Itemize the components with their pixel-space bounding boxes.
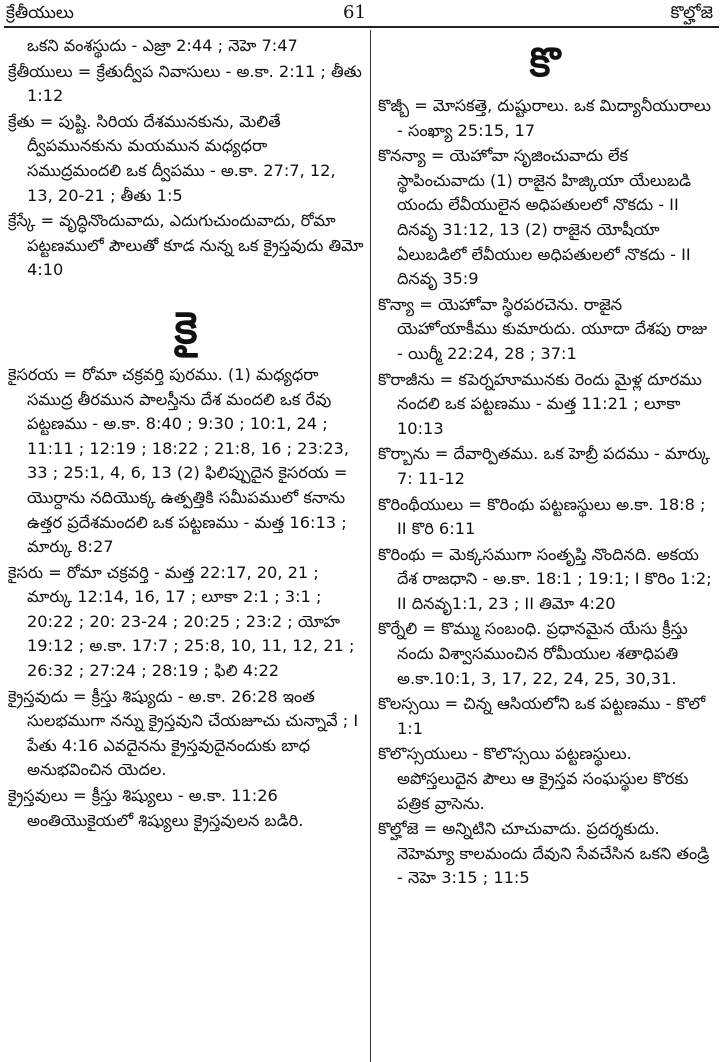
- page-number: 61: [343, 2, 366, 23]
- running-head-right: కొల్హోజె: [670, 3, 713, 23]
- section-heading-kai: కై: [174, 302, 198, 354]
- entry-korinthu: కొరింథు = మెక్కసముగా సంతృప్తి నొందినది. అకయ దేశ రాజధాని - అ.కా. 18:1 ; 19:1; I కొరిం 1:2; II దినవృ1:1, 23 ; II తిమో 4:20: [378, 544, 712, 613]
- entry-kozbi: కొజ్బీ = మోసకత్తె, దుష్టురాలు. ఒక మిద్యానీయురాలు - సంఖ్యా 25:15, 17: [378, 96, 711, 140]
- right-column: [378, 34, 712, 892]
- entry-kolassayi: కొలస్సయి = చిన్న ఆసియలోని ఒక పట్టణము - కొలో 1:1: [378, 694, 706, 738]
- entry-korneli: కొర్నేలి = కొమ్ము సంబంధి. ప్రధానమైన యేసు క్రీస్తు నందు విశ్వాసముంచిన రోమీయుల శతాధిపతి అ.కా.10:1, 3, 17, 22, 24, 25, 30,31.: [378, 619, 688, 688]
- entry-kolhoze: కొల్హోజె = అన్నిటిని చూచువాదు. ప్రదర్శకుదు. నెహెమ్యా కాలమందు దేవుని సేవచేసిన ఒకని తండ్రి - నెహె 3:15 ; 11:5: [378, 819, 710, 888]
- entry-kaisaru: కైసరు = రోమా చక్రవర్తి - మత్త 22:17, 20, 21 ; మార్కు 12:14, 16, 17 ; లూకా 2:1 ; 3:1 ; 20:22 ; 20: 23-24 ; 20:25 ; 23:2 ; యోహ 19:12 ; అ.కా. 17:7 ; 25:8, 10, 11, 12, 21 ; 26:32 ; 27:24 ; 28:19 ; ఫిలి 4:22: [8, 562, 355, 681]
- entry-kraisthavudu: క్రైస్తవుదు = క్రీస్తు శిష్యుదు - అ.కా. 26:28 ఇంత సులభముగా నన్ను క్రైస్తవుని చేయజూచు చున్నావే ; I పేతు 4:16 ఎవదైనను క్రైస్తవుదైనందుకు బాధ అనుభవించిన యెదల.: [8, 686, 359, 780]
- running-head-left: క్రేతీయులు: [6, 3, 74, 23]
- entry-korbanu: కొర్బాను = దేవార్పితము. ఒక హెబ్రీ పదము - మార్కు 7: 11-12: [378, 444, 711, 488]
- entry-krethu: క్రేతు = పుష్టి. సిరియ దేశమునకును, మెలితే ద్వీపమునకును మయమున మధ్యధరా సముద్రమందలి ఒక ద్వీపము - అ.కా. 27:7, 12, 13, 20-21 ; తీతు 1:5: [8, 111, 336, 205]
- column-divider: [370, 30, 371, 1062]
- entry-konanya: కొనన్యా = యెహోవా సృజించువాదు లేక స్థాపించువాదు (1) రాజైన హిజ్కియా యేలుబడి యందు లేవీయులైన అధిపతులలో నొకదు - II దినవృ 31:12, 13 (2) రాజైన యోషీయా ఏలుబడిలో లేవీయుల అధిపతులలో నొకదు - II దినవృ 35:9: [378, 146, 692, 289]
- entry-korinthiyulu: కొరింథీయులు = కొరింథు పట్టణస్థులు అ.కా. 18:8 ; II కొరి 6:11: [378, 494, 706, 539]
- entry-korajeenu: కొరాజీను = కపెర్నహూమునకు రెందు మైళ్ల దూరము నందలి ఒక పట్టణము - మత్త 11:21 ; లూకా 10:13: [378, 369, 702, 438]
- entry-kraisthavulu: క్రైస్తవులు = క్రీస్తు శిష్యులు - అ.కా. 11:26 అంతియొకైయలో శిష్యులు క్రైస్తవులన బడిరి.: [8, 786, 304, 830]
- header-rule: [4, 26, 719, 28]
- entry-kolossayulu: కొలొస్సయులు - కొలొస్సయి పట్టణస్థులు. అపోస్తలుదైన పౌలు ఆ క్రైస్తవ సంఘస్థుల కొరకు పత్రిక వ్రాసెను.: [378, 744, 689, 813]
- entry-continuation: ఒకని వంశస్థుదు - ఎజ్రా 2:44 ; నెహె 7:47: [27, 36, 298, 55]
- entry-kreske: క్రేస్కే = వృద్ధినొందువాదు, ఎదుగుచుందువాదు, రోమా పట్టణములో పౌలుతో కూడ నున్న ఒక క్రైస్తవుదు తిమో 4:10: [8, 211, 364, 280]
- section-heading-ko: కొ: [529, 40, 561, 86]
- entry-konya: కొన్యా = యెహోవా స్థిరపరచెను. రాజైన యెహోయాకీము కుమారుదు. యూదా దేశపు రాజు - యిర్మీ 22:24, 28 ; 37:1: [378, 294, 708, 363]
- entry-kaisaraya: కైసరయ = రోమా చక్రవర్తి పురము. (1) మధ్యధరా సముద్ర తీరమున పాలస్తీను దేశ మందలి ఒక రేవు పట్టణము - అ.కా. 8:40 ; 9:30 ; 10:1, 24 ; 11:11 ; 12:19 ; 18:22 ; 21:8, 16 ; 23:23, 33 ; 25:1, 4, 6, 13 (2) ఫిలిప్పుదైన కైసరయ = యొర్దాను నదియొక్క ఉత్పత్తికి సమీపములో కనాను ఉత్తర ప్రదేశమందలి ఒక పట్టణము - మత్త 16:13 ; మార్కు 8:27: [8, 364, 349, 557]
- left-column: [8, 34, 364, 834]
- entry-krethiyulu: క్రేతీయులు = క్రేతుద్వీప నివాసులు - అ.కా. 2:11 ; తీతు 1:12: [8, 61, 362, 106]
